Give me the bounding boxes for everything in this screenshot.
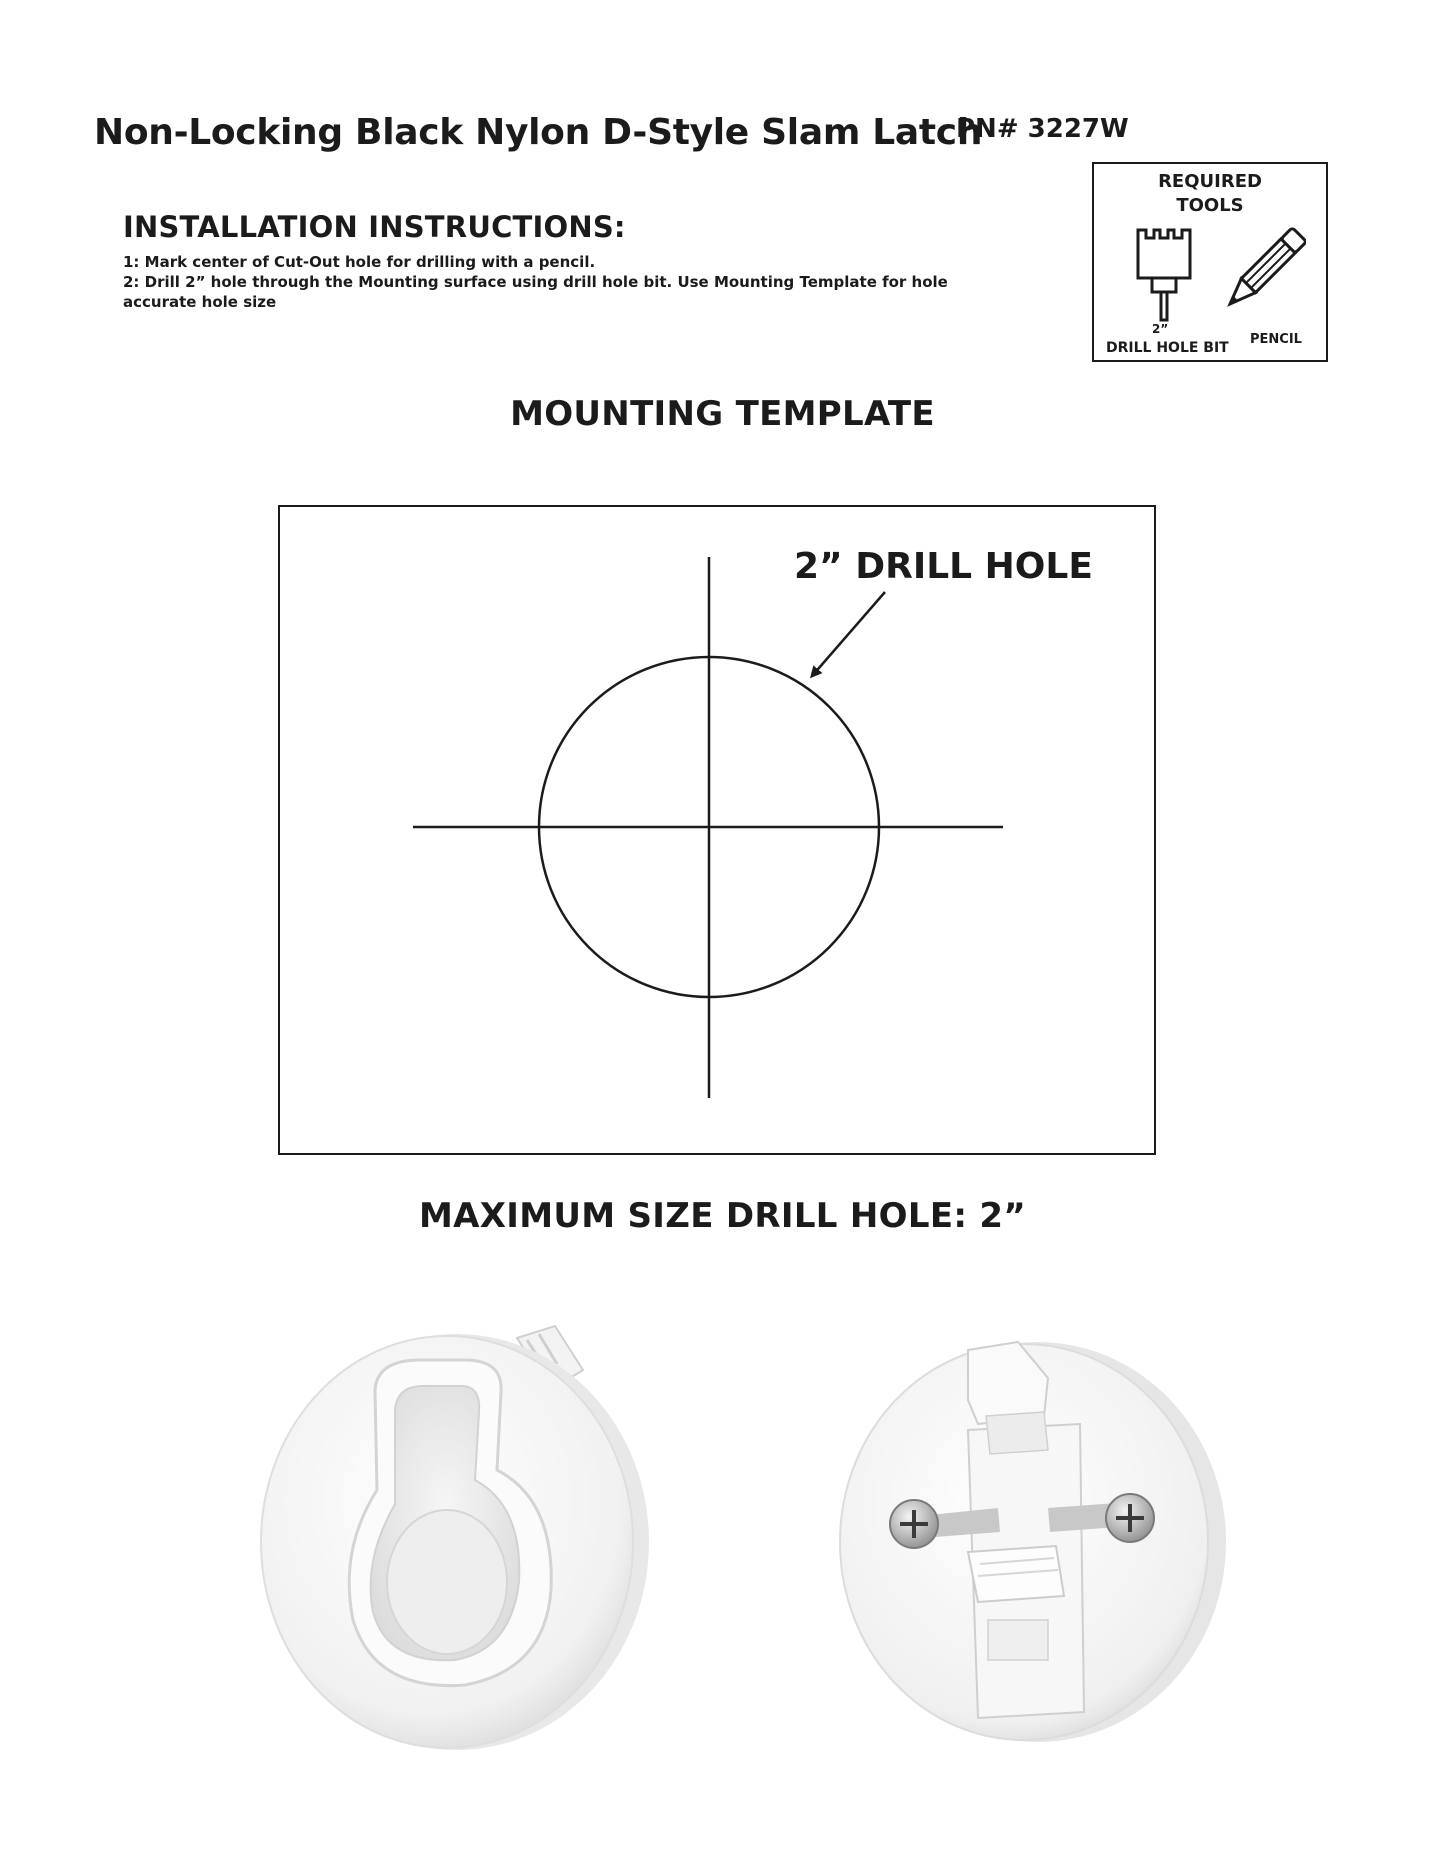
drill-bit-label: DRILL HOLE BIT	[1106, 340, 1229, 356]
required-tools-title: REQUIRED TOOLS	[1158, 171, 1262, 216]
pencil-icon	[1222, 226, 1306, 314]
drill-bit-icon	[1132, 226, 1196, 322]
latch-back-photo	[818, 1320, 1238, 1760]
drill-hole-label: 2” DRILL HOLE	[794, 546, 1093, 587]
mounting-template-frame	[278, 505, 1156, 1155]
installation-steps	[123, 252, 973, 312]
latch-front-photo	[255, 1320, 655, 1760]
mounting-template-heading: MOUNTING TEMPLATE	[510, 394, 935, 434]
maximum-size-note: MAXIMUM SIZE DRILL HOLE: 2”	[419, 1196, 1026, 1236]
installation-heading: INSTALLATION INSTRUCTIONS:	[123, 210, 626, 244]
instruction-step-1: 1: Mark center of Cut-Out hole for drilling with a pencil.	[123, 253, 596, 271]
instruction-step-2: 2: Drill 2” hole through the Mounting surface using drill hole bit. Use Mounting Template for hole accurate hole size	[123, 273, 948, 311]
pencil-label: PENCIL	[1250, 332, 1302, 347]
drill-bit-size: 2”	[1152, 322, 1169, 336]
part-number: PN# 3227W	[956, 114, 1129, 144]
document-title: Non-Locking Black Nylon D-Style Slam Latch	[94, 112, 983, 153]
required-tools-box	[1092, 162, 1328, 362]
